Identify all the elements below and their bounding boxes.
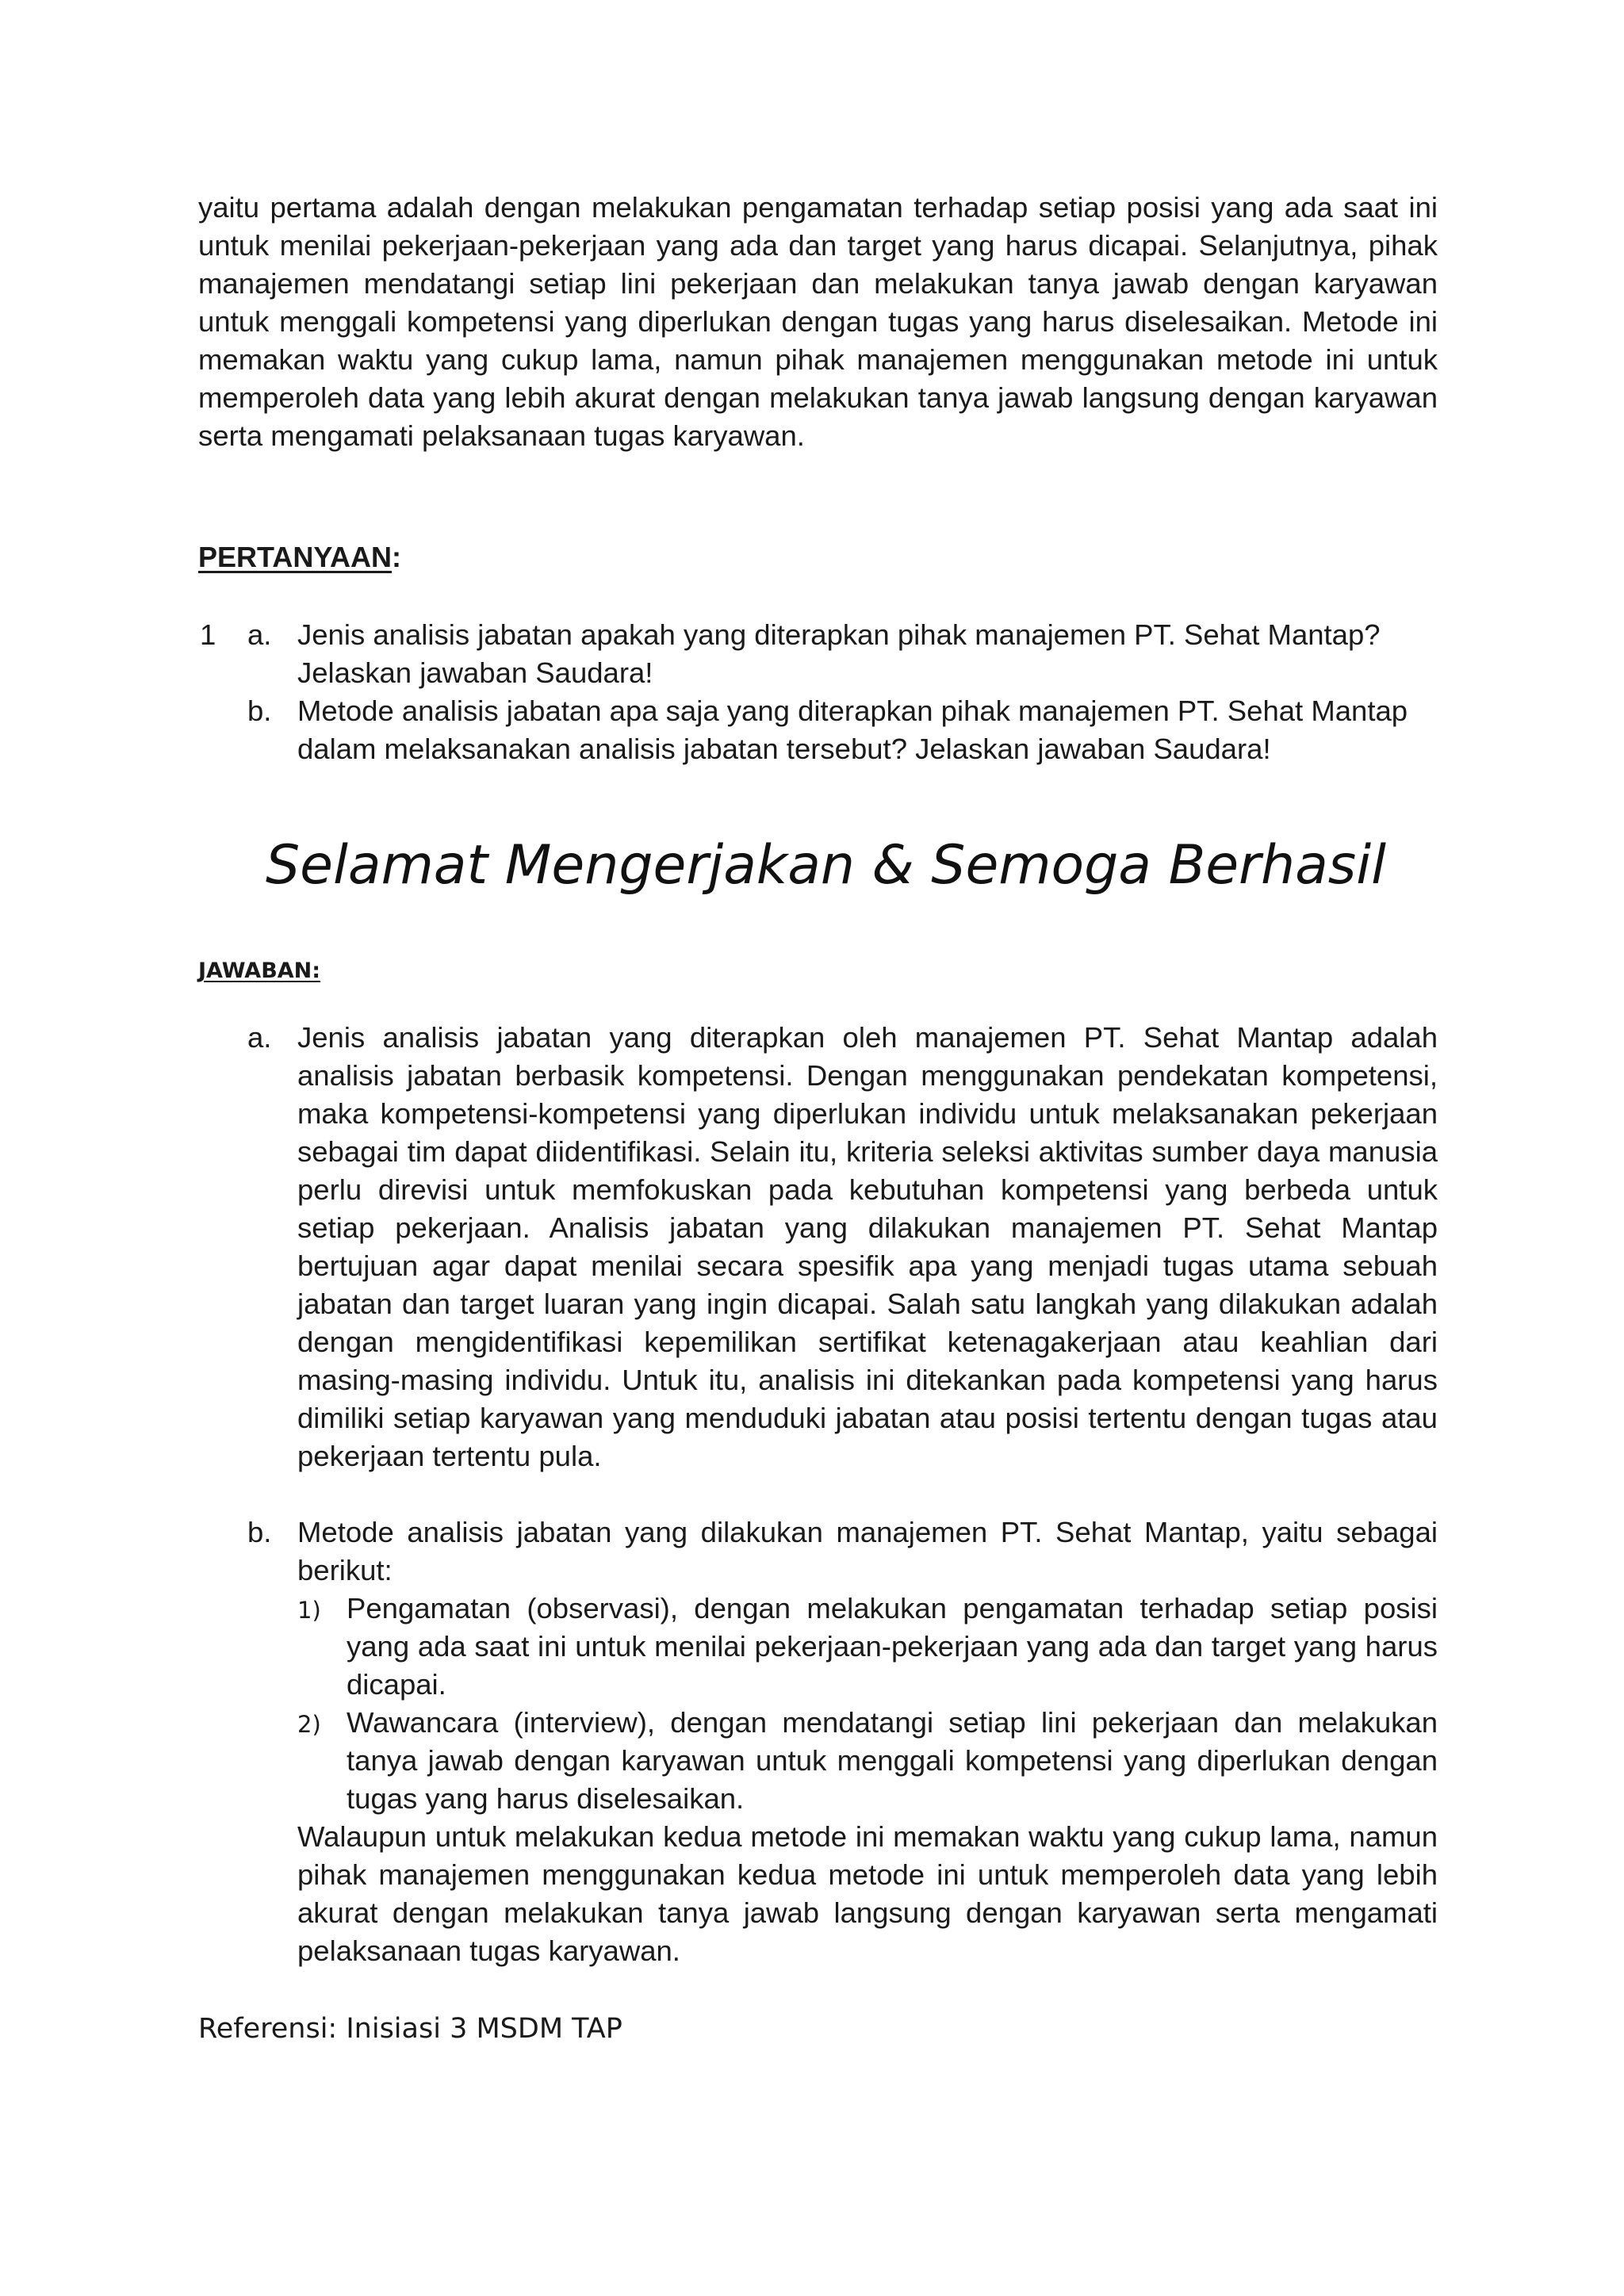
question-item-a	[198, 616, 1438, 692]
method-item-2	[297, 1704, 1438, 1818]
answers-heading: JAWABAN:	[198, 959, 321, 983]
question-number: 1	[200, 618, 216, 651]
document-page	[198, 189, 1438, 2048]
method-text-1: Pengamatan (observasi), dengan melakukan pengamatan terhadap setiap posisi yang ada saat ini untuk menilai pekerjaan-pekerjaan yang ada dan target yang harus dicapai.	[347, 1592, 1438, 1701]
questions-heading-colon: :	[392, 541, 402, 573]
question-letter-b: b.	[247, 695, 272, 727]
intro-paragraph: yaitu pertama adalah dengan melakukan pengamatan terhadap setiap posisi yang ada saat ini untuk menilai pekerjaan-pekerjaan yang ada dan target yang harus dicapai. Selanjutnya, pihak manajemen mendatangi setiap lini pekerjaan dan melakukan tanya jawab dengan karyawan untuk menggali kompetensi yang diperlukan dengan tugas yang harus diselesaikan. Metode ini memakan waktu yang cukup lama, namun pihak manajemen menggunakan metode ini untuk memperoleh data yang lebih akurat dengan melakukan tanya jawab langsung dengan karyawan serta mengamati pelaksanaan tugas karyawan.	[198, 191, 1438, 452]
method-number-1: 1)	[297, 1597, 321, 1624]
answer-list	[198, 1019, 1438, 1970]
answer-conclusion-b: Walaupun untuk melakukan kedua metode ini memakan waktu yang cukup lama, namun pihak manajemen menggunakan kedua metode ini untuk memperoleh data yang lebih akurat dengan melakukan tanya jawab langsung dengan karyawan serta mengamati pelaksanaan tugas karyawan.	[297, 1820, 1438, 1967]
answer-item-b	[198, 1513, 1438, 1970]
question-text-b: Metode analisis jabatan apa saja yang diterapkan pihak manajemen PT. Sehat Mantap dalam melaksanakan analisis jabatan tersebut? Jelaskan jawaban Saudara!	[297, 695, 1408, 765]
method-text-2: Wawancara (interview), dengan mendatangi setiap lini pekerjaan dan melakukan tanya jawab dengan karyawan untuk menggali kompetensi yang diperlukan dengan tugas yang harus diselesaikan.	[347, 1706, 1438, 1815]
questions-heading	[198, 538, 1438, 576]
answer-letter-a: a.	[247, 1021, 272, 1054]
method-number-2: 2)	[297, 1711, 321, 1738]
method-item-1	[297, 1590, 1438, 1704]
answer-letter-b: b.	[247, 1516, 272, 1548]
answer-item-a	[198, 1019, 1438, 1475]
question-letter-a: a.	[247, 618, 272, 651]
questions-heading-label: PERTANYAAN	[198, 541, 393, 573]
answer-text-a: Jenis analisis jabatan yang diterapkan oleh manajemen PT. Sehat Mantap adalah analisis jabatan berbasik kompetensi. Dengan menggunakan pendekatan kompetensi, maka kompetensi-kompetensi yang diperlukan individu untuk melaksanakan pekerjaan sebagai tim dapat diidentifikasi. Selain itu, kriteria seleksi aktivitas sumber daya manusia perlu direvisi untuk memfokuskan pada kebutuhan kompetensi yang berbeda untuk setiap pekerjaan. Analisis jabatan yang dilakukan manajemen PT. Sehat Mantap bertujuan agar dapat menilai secara spesifik apa yang menjadi tugas utama sebuah jabatan dan target luaran yang ingin dicapai. Salah satu langkah yang dilakukan adalah dengan mengidentifikasi kepemilikan sertifikat ketenagakerjaan atau keahlian dari masing-masing individu. Untuk itu, analisis ini ditekankan pada kompetensi yang harus dimiliki setiap karyawan yang menduduki jabatan atau posisi tertentu dengan tugas atau pekerjaan tertentu pula.	[297, 1021, 1438, 1472]
question-item-b	[198, 692, 1438, 768]
question-text-a: Jenis analisis jabatan apakah yang diterapkan pihak manajemen PT. Sehat Mantap? Jelaskan jawaban Saudara!	[297, 618, 1381, 689]
closing-message: Selamat Mengerjakan & Semoga Berhasil	[266, 834, 1386, 897]
reference: Referensi: Inisiasi 3 MSDM TAP	[198, 2013, 622, 2045]
question-list	[198, 616, 1438, 768]
answer-intro-b: Metode analisis jabatan yang dilakukan manajemen PT. Sehat Mantap, yaitu sebagai berikut:	[297, 1516, 1438, 1586]
